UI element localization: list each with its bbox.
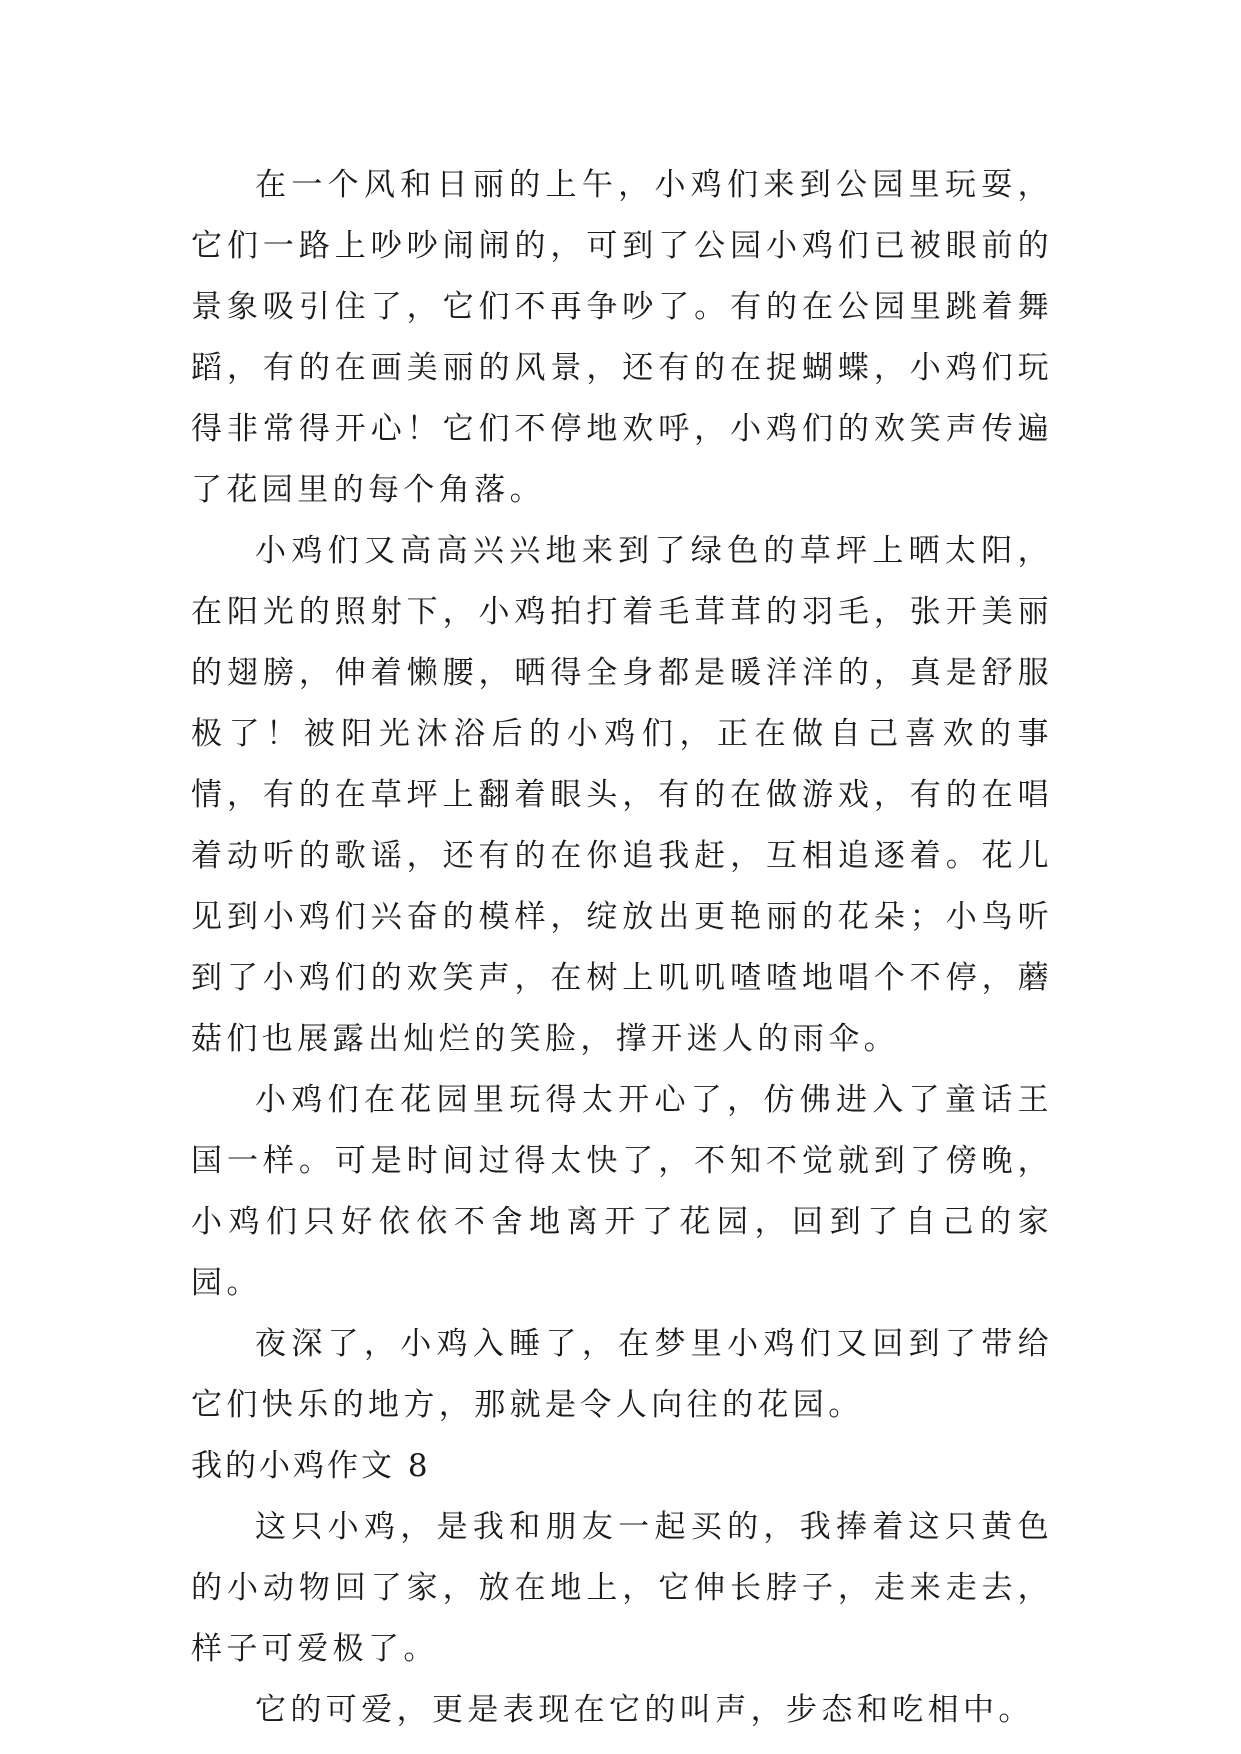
paragraph: 小鸡们在花园里玩得太开心了，仿佛进入了童话王国一样。可是时间过得太快了，不知不觉就到了傍晚，小鸡们只好依依不舍地离开了花园，回到了自己的家园。 (191, 1082, 1053, 1301)
document-body (191, 155, 1053, 1741)
section-heading: 我的小鸡作文 8 (191, 1448, 431, 1484)
paragraph: 在一个风和日丽的上午，小鸡们来到公园里玩耍，它们一路上吵吵闹闹的，可到了公园小鸡们已被眼前的景象吸引住了，它们不再争吵了。有的在公园里跳着舞蹈，有的在画美丽的风景，还有的在捉蝴蝶，小鸡们玩得非常得开心！它们不停地欢呼，小鸡们的欢笑声传遍了花园里的每个角落。 (191, 167, 1053, 508)
paragraph: 它的可爱，更是表现在它的叫声，步态和吃相中。 (255, 1692, 1034, 1728)
paragraph: 小鸡们又高高兴兴地来到了绿色的草坪上晒太阳，在阳光的照射下，小鸡拍打着毛茸茸的羽毛，张开美丽的翅膀，伸着懒腰，晒得全身都是暖洋洋的，真是舒服极了！被阳光沐浴后的小鸡们，正在做自己喜欢的事情，有的在草坪上翻着眼头，有的在做游戏，有的在唱着动听的歌谣，还有的在你追我赶，互相追逐着。花儿见到小鸡们兴奋的模样，绽放出更艳丽的花朵；小鸟听到了小鸡们的欢笑声，在树上叽叽喳喳地唱个不停，蘑菇们也展露出灿烂的笑脸，撑开迷人的雨伞。 (191, 533, 1053, 1057)
paragraph: 这只小鸡，是我和朋友一起买的，我捧着这只黄色的小动物回了家，放在地上，它伸长脖子，走来走去，样子可爱极了。 (191, 1509, 1053, 1667)
paragraph: 夜深了，小鸡入睡了，在梦里小鸡们又回到了带给它们快乐的地方，那就是令人向往的花园。 (191, 1326, 1053, 1423)
